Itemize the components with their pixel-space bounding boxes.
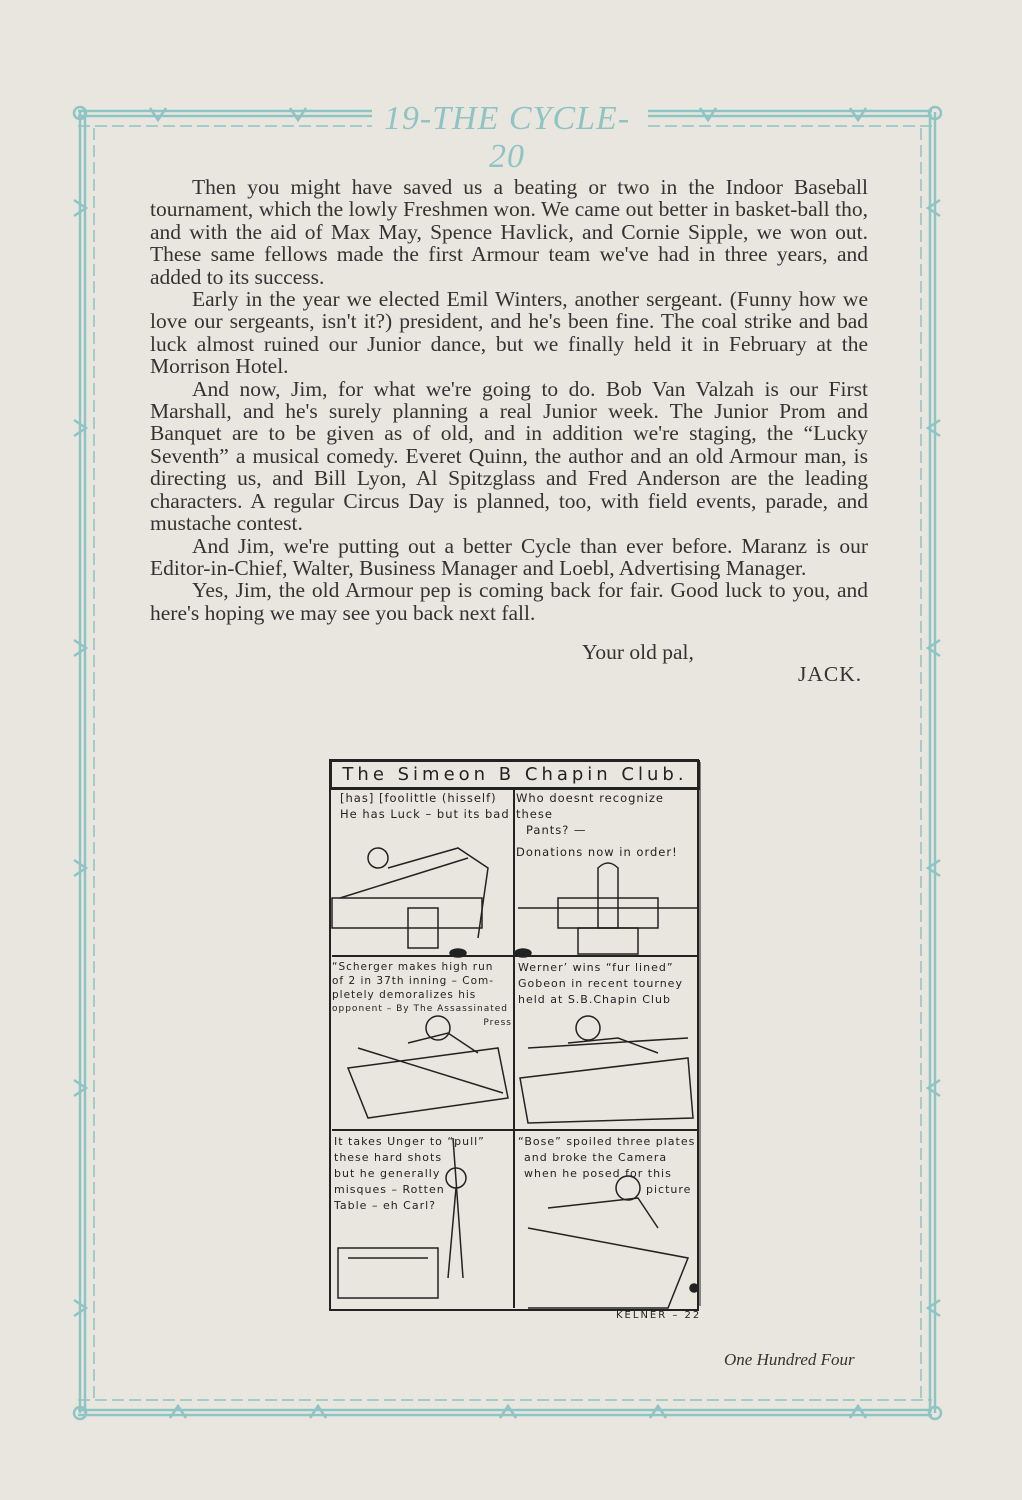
caption-line: “Bose” spoiled three plates xyxy=(518,1135,696,1148)
caption-line: Werner’ wins “fur lined” xyxy=(518,961,674,974)
caption-line: and broke the Camera xyxy=(524,1151,668,1164)
panel3-caption xyxy=(332,960,512,1030)
caption-line: Press xyxy=(483,1018,512,1028)
caption-line: misques – Rotten xyxy=(334,1183,445,1196)
caption-line: but he generally xyxy=(334,1167,441,1180)
caption-line: It takes Unger to “pull” xyxy=(334,1135,485,1148)
paragraph: And Jim, we're putting out a better Cycle than ever before. Maranz is our Editor-in-Chief, Walter, Business Manager and Loebl, Advertising Manager. xyxy=(150,533,868,580)
caption-line: held at S.B.Chapin Club xyxy=(518,993,671,1006)
paragraph: Then you might have saved us a beating or two in the Indoor Baseball tournament, which the lowly Freshmen won. We came out better in basket-ball tho, and with the aid of Max May, Spence Havlick, and Cornie Sipple, we won out. These same fellows made the first Armour team we've had in three years, and added to its success. xyxy=(150,175,868,289)
panel2-caption xyxy=(516,790,696,860)
artist-signature: KELNER – 22 xyxy=(616,1310,702,1321)
panel4-caption xyxy=(518,960,698,1008)
panel4-sketch xyxy=(520,1016,693,1123)
panel2-sketch xyxy=(515,863,698,957)
caption-line: [has] [foolittle (hisself) xyxy=(340,791,497,805)
letter-body xyxy=(150,176,868,624)
cartoon-title: The Simeon B Chapin Club. xyxy=(330,760,700,790)
caption-line: “Scherger makes high run xyxy=(332,961,494,973)
caption-line: Donations now in order! xyxy=(516,845,678,859)
panel1-sketch xyxy=(332,848,488,957)
caption-line: when he posed for this xyxy=(524,1167,672,1180)
panel3-sketch xyxy=(348,1016,508,1118)
caption-line: pletely demoralizes his xyxy=(332,989,477,1001)
caption-line: He has Luck – but its bad xyxy=(340,807,510,821)
paragraph: And now, Jim, for what we're going to do. Bob Van Valzah is our First Marshall, and he's surely planning a real Junior week. The Junior Prom and Banquet are to be given as of old, and in addition we're staging, the “Lucky Seventh” a musical comedy. Everet Quinn, the author and an old Armour man, is directing us, and Bill Lyon, Al Spitzglass and Fred Anderson are the leading characters. A regular Circus Day is planned, too, with field events, parade, and mustache contest. xyxy=(150,376,868,536)
panel1-caption xyxy=(340,790,510,822)
caption-line: Table – eh Carl? xyxy=(334,1199,437,1212)
caption-line: these hard shots xyxy=(334,1151,443,1164)
caption-line: opponent – By The Assassinated xyxy=(332,1004,509,1014)
caption-line: picture xyxy=(646,1183,692,1196)
panel6-caption xyxy=(518,1134,698,1198)
paragraph: Early in the year we elected Emil Winters, another sergeant. (Funny how we love our sergeants, isn't it?) president, and he's been fine. The coal strike and bad luck almost ruined our Junior dance, but we finally held it in February at the Morrison Hotel. xyxy=(150,287,868,379)
caption-line: Pants? — xyxy=(526,823,587,837)
caption-line: Who doesnt recognize these xyxy=(516,791,665,821)
signature: JACK. xyxy=(798,662,863,686)
caption-line: of 2 in 37th inning – Com- xyxy=(332,975,495,987)
paragraph: Yes, Jim, the old Armour pep is coming back for fair. Good luck to you, and here's hoping we may see you back next fall. xyxy=(150,578,868,625)
closing-line: Your old pal, xyxy=(582,640,694,664)
page-number: One Hundred Four xyxy=(724,1350,855,1369)
caption-line: Gobeon in recent tourney xyxy=(518,977,683,990)
panel5-caption xyxy=(334,1134,510,1214)
running-header: 19-THE CYCLE-20 xyxy=(372,100,642,176)
